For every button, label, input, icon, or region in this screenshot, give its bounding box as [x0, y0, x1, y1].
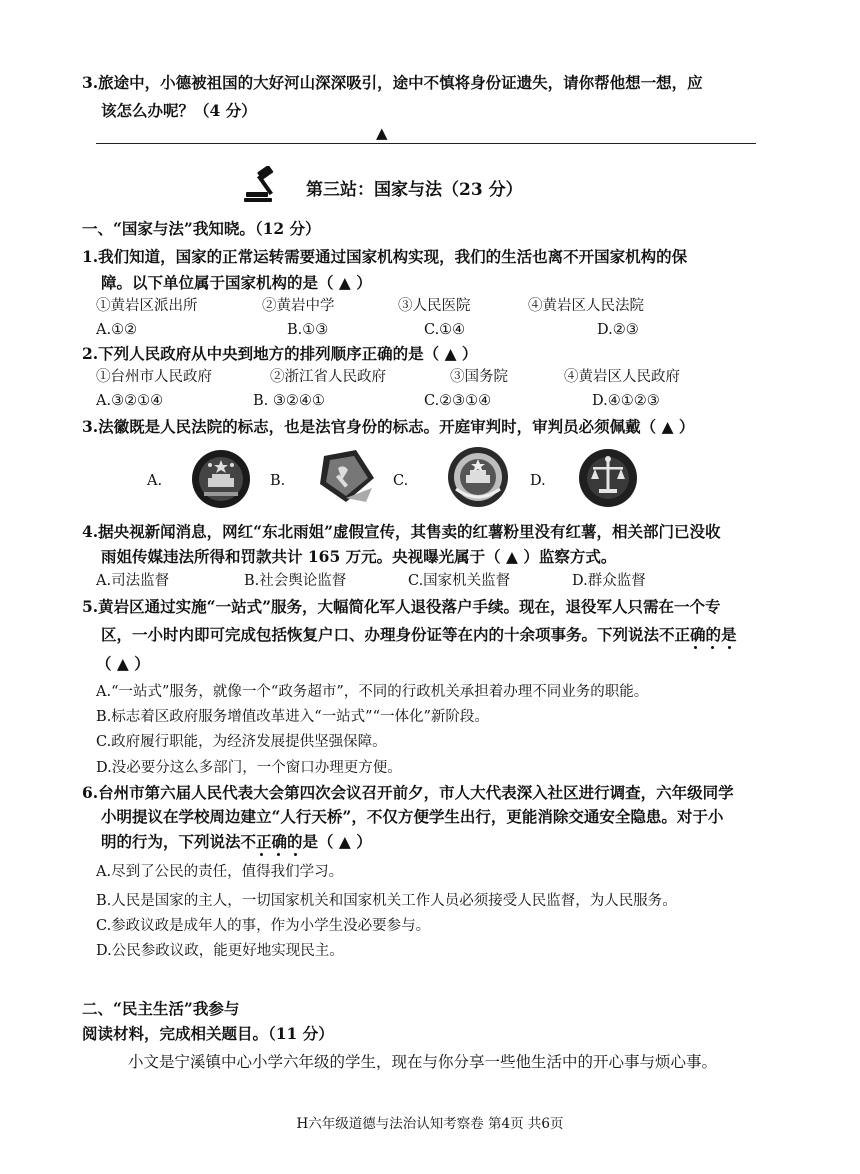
question-stem: 6.台州市第六届人民代表大会第四次会议召开前夕，市人大代表深入社区进行调查，六年级同学 [82, 783, 734, 802]
answer-option: D.没必要分这么多部门，一个窗口办理更方便。 [96, 760, 402, 776]
answer-option: B.标志着区政府服务增值改革进入“一站式”“一体化”新阶段。 [96, 709, 489, 725]
question-stem: 障。以下单位属于国家机构的是（ ▲ ） [101, 273, 372, 292]
answer-option: D.②③ [597, 322, 639, 338]
list-item: ②黄岩中学 [262, 298, 335, 314]
answer-line [96, 143, 756, 144]
national-emblem-icon [190, 448, 252, 510]
answer-option: B. ③②④① [253, 393, 325, 409]
answer-option: D.群众监督 [572, 573, 646, 589]
answer-option: D.公民参政议政，能更好地实现民主。 [96, 943, 344, 959]
question-stem: 该怎么办呢？（4 分） [101, 101, 257, 120]
question-stem: 3.旅途中，小德被祖国的大好河山深深吸引，途中不慎将身份证遗失，请你帮他想一想，应 [82, 73, 703, 92]
answer-option: B.人民是国家的主人，一切国家机关和国家机关工作人员必须接受人民监督，为人民服务。 [96, 893, 677, 909]
emphasis-dot [260, 853, 263, 856]
emphasis-dot [277, 853, 280, 856]
answer-option-label: C. [393, 473, 409, 489]
question-stem: 4.据央视新闻消息，网红“东北雨姐”虚假宣传，其售卖的红薯粉里没有红薯，相关部门已没收 [82, 522, 721, 541]
gavel-icon [244, 166, 290, 204]
part-heading: 二、“民主生活”我参与 [82, 999, 240, 1018]
emphasis-dot [711, 646, 714, 649]
party-emblem-icon [316, 448, 380, 506]
court-emblem-icon [577, 447, 639, 509]
answer-option-label: A. [147, 473, 163, 489]
answer-option-label: D. [530, 473, 546, 489]
answer-option: A.“一站式”服务，就像一个“政务超市”，不同的行政机关承担着办理不同业务的职能。 [96, 684, 649, 700]
list-item: ②浙江省人民政府 [270, 369, 386, 385]
answer-option: A.尽到了公民的责任，值得我们学习。 [96, 864, 344, 880]
list-item: ①台州市人民政府 [96, 369, 212, 385]
list-item: ④黄岩区人民政府 [564, 369, 680, 385]
answer-option-label: B. [270, 473, 286, 489]
list-item: ④黄岩区人民法院 [528, 298, 644, 314]
answer-option: C.①④ [424, 322, 466, 338]
question-stem: 1.我们知道，国家的正常运转需要通过国家机构实现，我们的生活也离不开国家机构的保 [82, 247, 688, 266]
question-stem: 雨姐传媒违法所得和罚款共计 165 万元。央视曝光属于（ ▲ ）监察方式。 [101, 547, 617, 566]
part-heading: 一、“国家与法”我知晓。（12 分） [82, 219, 321, 238]
answer-option: C.②③①④ [424, 393, 492, 409]
question-stem: 区，一小时内即可完成包括恢复户口、办理身份证等在内的十余项事务。下列说法不正确的是 [101, 625, 737, 644]
page-footer: H六年级道德与法治认知考察卷 第4页 共6页 [296, 1116, 564, 1132]
answer-option: B.社会舆论监督 [244, 573, 347, 589]
question-stem: 3.法徽既是人民法院的标志，也是法官身份的标志。开庭审判时，审判员必须佩戴（ ▲ ） [82, 417, 695, 436]
answer-option: A.①② [96, 322, 138, 338]
question-stem: 小明提议在学校周边建立“人行天桥”，不仅方便学生出行，更能消除交通安全隐患。对于小 [101, 807, 724, 826]
answer-option: A.③②①④ [96, 393, 164, 409]
procuratorate-emblem-icon [446, 445, 510, 509]
answer-marker: ▲ [376, 124, 388, 142]
question-stem: 5.黄岩区通过实施“一站式”服务，大幅简化军人退役落户手续。现在，退役军人只需在一个专 [82, 597, 721, 616]
answer-option: C.国家机关监督 [408, 573, 511, 589]
emphasis-dot [728, 646, 731, 649]
answer-option: B.①③ [287, 322, 329, 338]
answer-option: C.参政议政是成年人的事，作为小学生没必要参与。 [96, 918, 431, 934]
question-stem: 明的行为，下列说法不正确的是（ ▲ ） [101, 832, 372, 851]
list-item: ③国务院 [450, 369, 508, 385]
question-stem: （ ▲ ） [96, 654, 150, 673]
answer-option: A.司法监督 [96, 573, 170, 589]
instruction-text: 阅读材料，完成相关题目。（11 分） [82, 1024, 334, 1043]
material-text: 小文是宁溪镇中心小学六年级的学生，现在与你分享一些他生活中的开心事与烦心事。 [128, 1053, 718, 1071]
list-item: ③人民医院 [398, 298, 471, 314]
answer-option: D.④①②③ [592, 393, 660, 409]
section-title: 第三站：国家与法（23 分） [306, 180, 523, 200]
emphasis-dot [294, 853, 297, 856]
list-item: ①黄岩区派出所 [96, 298, 198, 314]
emphasis-dot [694, 646, 697, 649]
answer-option: C.政府履行职能，为经济发展提供坚强保障。 [96, 734, 387, 750]
question-stem: 2.下列人民政府从中央到地方的排列顺序正确的是（ ▲ ） [82, 344, 478, 363]
